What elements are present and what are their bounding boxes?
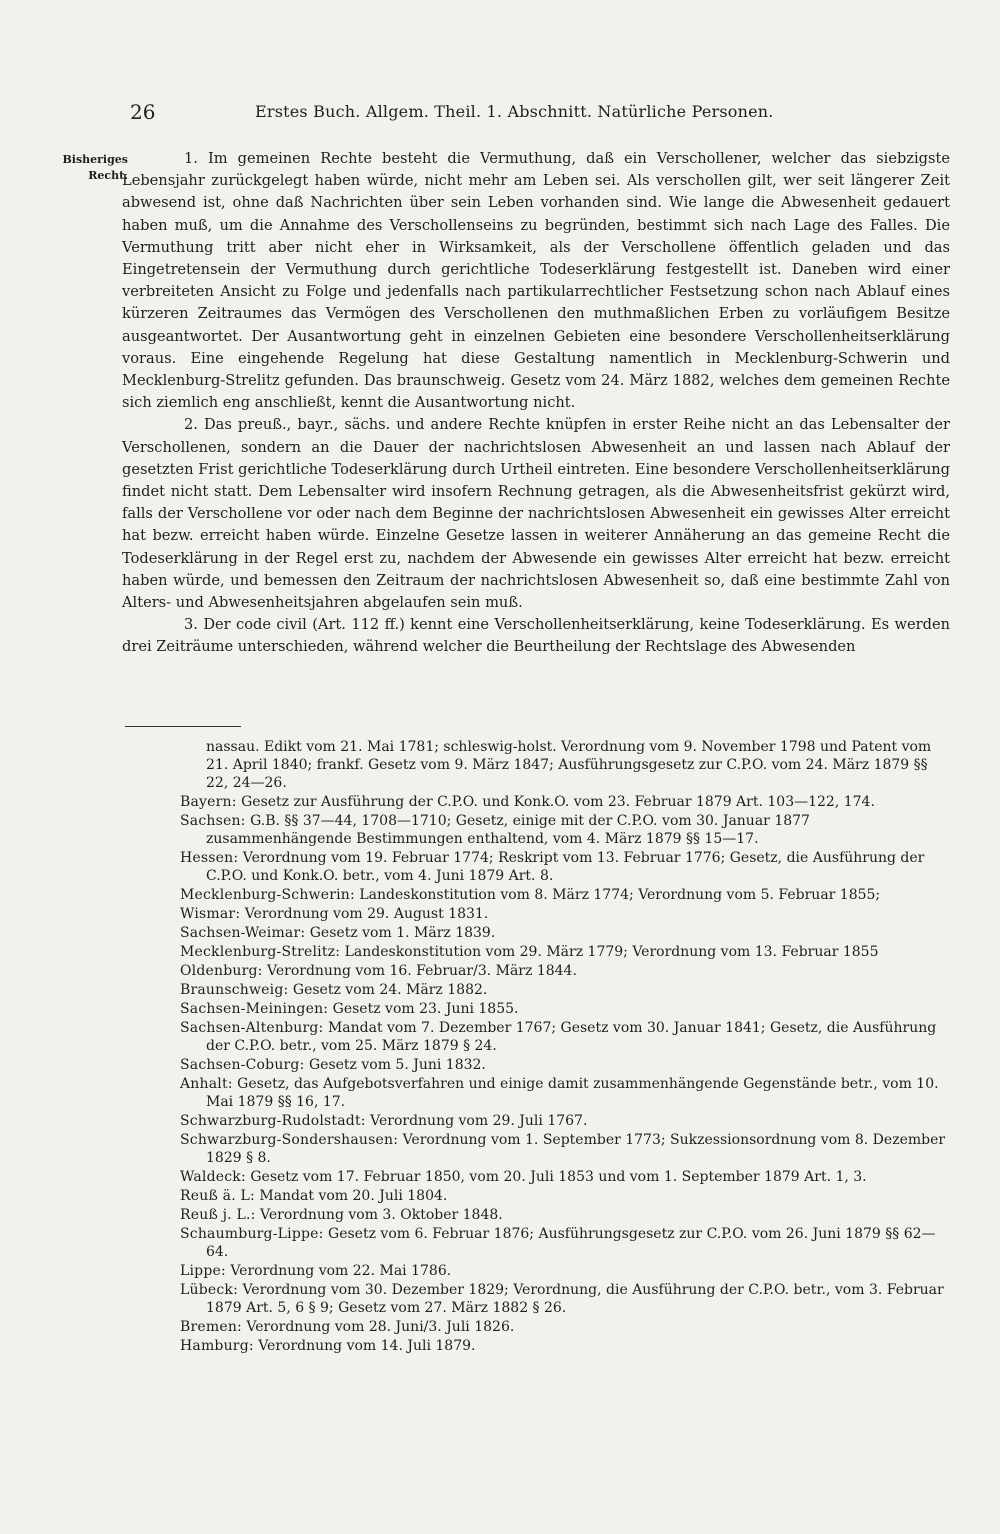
footnote-entry: [180, 905, 950, 923]
footnote-text: Verordnung vom 3. Oktober 1848.: [260, 1207, 503, 1223]
footnote-entry: [180, 1168, 950, 1186]
footnote-state: Sachsen-Meiningen:: [180, 1001, 329, 1017]
footnote-text: Gesetz vom 6. Februar 1876; Ausführungsgesetz zur C.P.O. vom 26. Juni 1879 §§ 62—64.: [206, 1226, 936, 1260]
footnote-entry: [180, 1075, 950, 1111]
footnote-state: Reuß j. L.:: [180, 1207, 256, 1223]
footnote-state: Hessen:: [180, 850, 239, 866]
footnote-state: Lippe:: [180, 1263, 226, 1279]
page-header: [130, 100, 950, 130]
footnote-entry: [180, 1131, 950, 1167]
footnote-continuation: nassau. Edikt vom 21. Mai 1781; schleswig-holst. Verordnung vom 9. November 1798 und Patent vom 21. April 1840; frankf. Gesetz vom 9. März 1847; Ausführungsgesetz zur C.P.O. vom 24. März 1879 §§ 22, 24—26.: [206, 739, 932, 791]
footnote-text: Gesetz, das Aufgebotsverfahren und einige damit zusammenhängende Gegenstände betr., vom 10. Mai 1879 §§ 16, 17.: [206, 1076, 939, 1110]
footnote-text: Verordnung vom 28. Juni/3. Juli 1826.: [246, 1319, 515, 1335]
footnote-state: Wismar:: [180, 906, 241, 922]
footnote-text: Verordnung vom 30. Dezember 1829; Verordnung, die Ausführung der C.P.O. betr., vom 3. Februar 1879 Art. 5, 6 § 9; Gesetz vom 27. März 1882 § 26.: [206, 1282, 944, 1316]
footnote-state: Schaumburg-Lippe:: [180, 1226, 324, 1242]
footnote-entry: [180, 1318, 950, 1336]
footnote-text: Gesetz vom 23. Juni 1855.: [332, 1001, 519, 1017]
footnotes: [180, 738, 950, 1356]
footnote-text: Gesetz vom 5. Juni 1832.: [308, 1057, 486, 1073]
footnote-text: Verordnung vom 14. Juli 1879.: [258, 1338, 476, 1354]
footnote-text: Mandat vom 7. Dezember 1767; Gesetz vom 30. Januar 1841; Gesetz, die Ausführung der C.P.O. betr., vom 25. März 1879 § 24.: [206, 1020, 937, 1054]
footnote-entry: [180, 1337, 950, 1355]
page-number: 26: [130, 100, 156, 124]
footnote-text: Verordnung vom 29. August 1831.: [244, 906, 489, 922]
main-text: [122, 148, 950, 659]
footnote-entry: [180, 1225, 950, 1261]
footnote-state: Schwarzburg-Rudolstadt:: [180, 1113, 366, 1129]
footnote-text: Verordnung vom 19. Februar 1774; Reskript vom 13. Februar 1776; Gesetz, die Ausführung der C.P.O. und Konk.O. betr., vom 4. Juni 1879 Art. 8.: [206, 850, 925, 884]
footnote-entry: [180, 1056, 950, 1074]
footnote-state: Bayern:: [180, 794, 237, 810]
footnote-state: Hamburg:: [180, 1338, 254, 1354]
footnote-text: Landeskonstitution vom 8. März 1774; Verordnung vom 5. Februar 1855;: [359, 887, 881, 903]
footnote-state: Oldenburg:: [180, 963, 263, 979]
footnote-text: Gesetz zur Ausführung der C.P.O. und Konk.O. vom 23. Februar 1879 Art. 103—122, 174.: [241, 794, 875, 810]
running-title: Erstes Buch. Allgem. Theil. 1. Abschnitt. Natürliche Personen.: [255, 102, 774, 121]
footnote-state: Lübeck:: [180, 1282, 239, 1298]
footnote-state: Sachsen-Altenburg:: [180, 1020, 324, 1036]
footnote-entry: [180, 924, 950, 942]
footnote-entry: [180, 886, 950, 904]
footnote-entry: [180, 1000, 950, 1018]
footnote-state: Waldeck:: [180, 1169, 246, 1185]
footnote-text: Landeskonstitution vom 29. März 1779; Verordnung vom 13. Februar 1855: [344, 944, 879, 960]
footnote-state: Mecklenburg-Schwerin:: [180, 887, 355, 903]
footnote-state: Mecklenburg-Strelitz:: [180, 944, 341, 960]
footnote-text: Verordnung vom 29. Juli 1767.: [370, 1113, 588, 1129]
footnote-state: Sachsen-Weimar:: [180, 925, 306, 941]
margin-note-line: Recht.: [88, 169, 128, 182]
footnote-entry: [180, 943, 950, 961]
margin-note-line: Bisheriges: [62, 153, 128, 166]
footnote-text: Gesetz vom 1. März 1839.: [309, 925, 496, 941]
footnote-text: Gesetz vom 24. März 1882.: [292, 982, 488, 998]
margin-note: [38, 152, 128, 184]
footnote-entry: [180, 1187, 950, 1205]
footnote-state: Braunschweig:: [180, 982, 289, 998]
footnote-entry: [180, 962, 950, 980]
footnote-state: Sachsen:: [180, 813, 246, 829]
footnote-state: Anhalt:: [180, 1076, 233, 1092]
footnote-state: Reuß ä. L:: [180, 1188, 255, 1204]
footnote-text: Verordnung vom 22. Mai 1786.: [230, 1263, 452, 1279]
footnote-entry: [180, 849, 950, 885]
footnote-entry: [180, 1019, 950, 1055]
footnote-entry: [180, 1281, 950, 1317]
footnote-entry: [180, 1206, 950, 1224]
footnote-state: Bremen:: [180, 1319, 242, 1335]
footnote-text: Verordnung vom 1. September 1773; Sukzessionsordnung vom 8. Dezember 1829 § 8.: [206, 1132, 946, 1166]
footnote-divider: [125, 726, 241, 727]
paragraph: 1. Im gemeinen Rechte besteht die Vermuthung, daß ein Verschollener, welcher das siebzigste Lebensjahr zurückgelegt haben würde, nicht mehr am Leben sei. Als verschollen gilt, wer seit längerer Zeit abwesend ist, ohne daß Nachrichten über sein Leben vorhanden sind. Wie lange die Abwesenheit gedauert haben muß, um die Annahme des Verschollenseins zu begründen, bestimmt sich nach Lage des Falles. Die Vermuthung tritt aber nicht eher in Wirksamkeit, als der Verschollene öffentlich geladen und das Eingetretensein der Vermuthung durch gerichtliche Todeserklärung festgestellt ist. Daneben wird einer verbreiteten Ansicht zu Folge und jedenfalls nach partikularrechtlicher Festsetzung schon nach Ablauf eines kürzeren Zeitraumes das Vermögen des Verschollenen den muthmaßlichen Erben zu vorläufigem Besitze ausgeantwortet. Der Ausantwortung geht in einzelnen Gebieten eine besondere Verschollenheitserklärung voraus. Eine eingehende Regelung hat diese Gestaltung namentlich in Mecklenburg-Schwerin und Mecklenburg-Strelitz gefunden. Das braunschweig. Gesetz vom 24. März 1882, welches dem gemeinen Rechte sich ziemlich eng anschließt, kennt die Ausantwortung nicht.: [122, 150, 950, 412]
footnote-entry: [180, 1112, 950, 1130]
footnote-text: Verordnung vom 16. Februar/3. März 1844.: [267, 963, 577, 979]
footnote-entry: [180, 1262, 950, 1280]
footnote-entry: [180, 981, 950, 999]
footnote-text: Gesetz vom 17. Februar 1850, vom 20. Juli 1853 und vom 1. September 1879 Art. 1, 3.: [250, 1169, 867, 1185]
footnote-text: Mandat vom 20. Juli 1804.: [259, 1188, 448, 1204]
footnote-text: G.B. §§ 37—44, 1708—1710; Gesetz, einige mit der C.P.O. vom 30. Januar 1877 zusammenhängende Bestimmungen enthaltend, vom 4. März 1879 §§ 15—17.: [206, 813, 810, 847]
footnote-entry: [180, 812, 950, 848]
footnote-state: Sachsen-Coburg:: [180, 1057, 305, 1073]
paragraph: 3. Der code civil (Art. 112 ff.) kennt eine Verschollenheitserklärung, keine Todeserklärung. Es werden drei Zeiträume unterschieden, während welcher die Beurtheilung der Rechtslage des Abwesenden: [122, 616, 950, 656]
footnote-entry: [180, 793, 950, 811]
paragraph: 2. Das preuß., bayr., sächs. und andere Rechte knüpfen in erster Reihe nicht an das Lebensalter der Verschollenen, sondern an die Dauer der nachrichtslosen Abwesenheit an und lassen nach Ablauf der gesetzten Frist gerichtliche Todeserklärung durch Urtheil eintreten. Eine besondere Verschollenheitserklärung findet nicht statt. Dem Lebensalter wird insofern Rechnung getragen, als die Abwesenheitsfrist gekürzt wird, falls der Verschollene vor oder nach dem Beginne der nachrichtslosen Abwesenheit ein gewisses Alter erreicht hat bezw. erreicht haben würde. Einzelne Gesetze lassen in weiterer Annäherung an das gemeine Recht die Todeserklärung in der Regel erst zu, nachdem der Abwesende ein gewisses Alter erreicht hat bezw. erreicht haben würde, und bemessen den Zeitraum der nachrichtslosen Abwesenheit so, daß eine bestimmte Zahl von Alters- und Abwesenheitsjahren abgelaufen sein muß.: [122, 416, 950, 612]
footnote-state: Schwarzburg-Sondershausen:: [180, 1132, 399, 1148]
